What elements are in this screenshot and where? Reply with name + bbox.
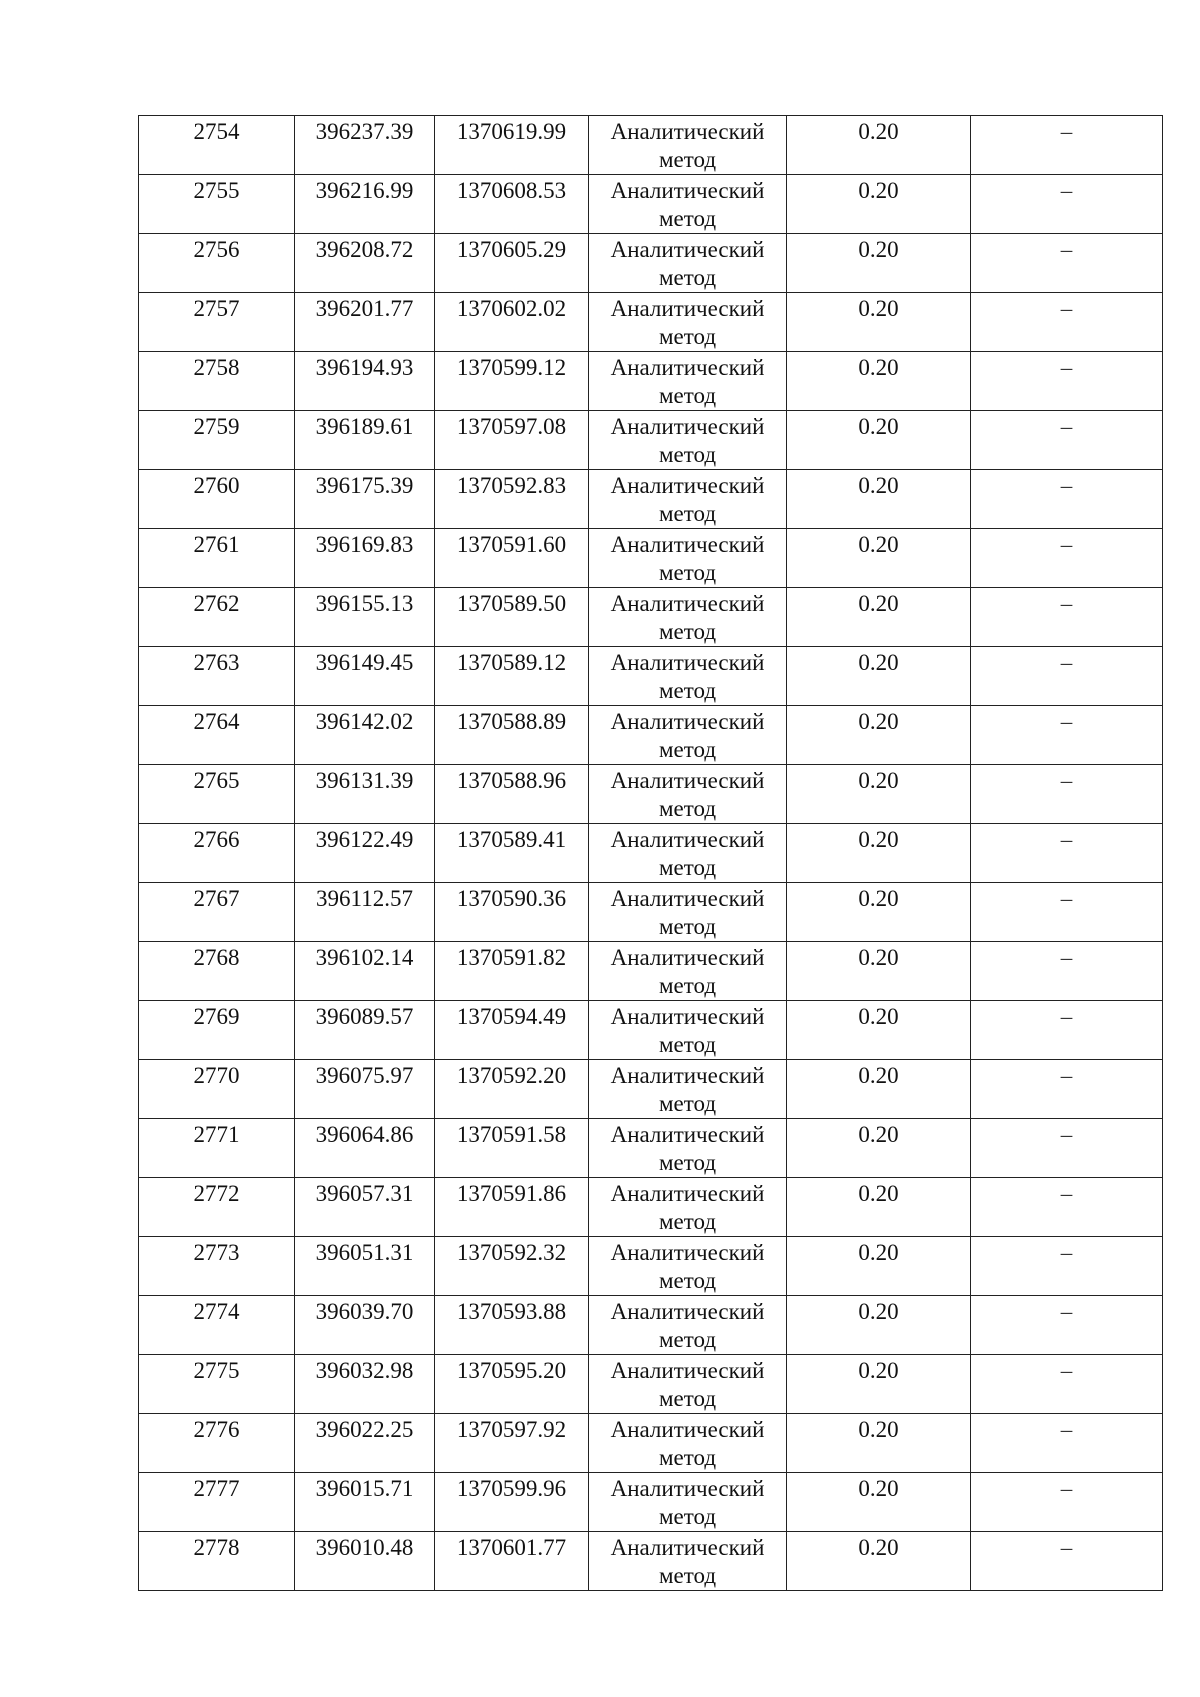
y-coordinate-cell: 1370599.12 <box>435 352 589 411</box>
point-number-cell: 2768 <box>139 942 295 1001</box>
table-row <box>139 588 1163 647</box>
y-coordinate-cell: 1370589.41 <box>435 824 589 883</box>
method-cell: Аналитический метод <box>589 352 787 411</box>
y-coordinate-cell: 1370591.60 <box>435 529 589 588</box>
method-cell: Аналитический метод <box>589 1119 787 1178</box>
note-cell: – <box>971 529 1163 588</box>
note-cell: – <box>971 293 1163 352</box>
accuracy-cell: 0.20 <box>787 1060 971 1119</box>
method-cell: Аналитический метод <box>589 293 787 352</box>
note-cell: – <box>971 1119 1163 1178</box>
accuracy-cell: 0.20 <box>787 706 971 765</box>
method-cell: Аналитический метод <box>589 1060 787 1119</box>
note-cell: – <box>971 765 1163 824</box>
point-number-cell: 2760 <box>139 470 295 529</box>
note-cell: – <box>971 1296 1163 1355</box>
point-number-cell: 2764 <box>139 706 295 765</box>
table-row <box>139 1532 1163 1591</box>
table-row <box>139 352 1163 411</box>
point-number-cell: 2769 <box>139 1001 295 1060</box>
accuracy-cell: 0.20 <box>787 1296 971 1355</box>
point-number-cell: 2778 <box>139 1532 295 1591</box>
y-coordinate-cell: 1370588.89 <box>435 706 589 765</box>
x-coordinate-cell: 396039.70 <box>295 1296 435 1355</box>
accuracy-cell: 0.20 <box>787 1001 971 1060</box>
point-number-cell: 2754 <box>139 116 295 175</box>
table-row <box>139 234 1163 293</box>
method-cell: Аналитический метод <box>589 529 787 588</box>
x-coordinate-cell: 396057.31 <box>295 1178 435 1237</box>
table-row <box>139 529 1163 588</box>
x-coordinate-cell: 396216.99 <box>295 175 435 234</box>
note-cell: – <box>971 588 1163 647</box>
note-cell: – <box>971 234 1163 293</box>
point-number-cell: 2757 <box>139 293 295 352</box>
y-coordinate-cell: 1370592.83 <box>435 470 589 529</box>
note-cell: – <box>971 1473 1163 1532</box>
accuracy-cell: 0.20 <box>787 1532 971 1591</box>
note-cell: – <box>971 706 1163 765</box>
point-number-cell: 2762 <box>139 588 295 647</box>
note-cell: – <box>971 824 1163 883</box>
x-coordinate-cell: 396122.49 <box>295 824 435 883</box>
table-row <box>139 1237 1163 1296</box>
note-cell: – <box>971 1178 1163 1237</box>
method-cell: Аналитический метод <box>589 1355 787 1414</box>
note-cell: – <box>971 116 1163 175</box>
x-coordinate-cell: 396194.93 <box>295 352 435 411</box>
method-cell: Аналитический метод <box>589 942 787 1001</box>
accuracy-cell: 0.20 <box>787 470 971 529</box>
point-number-cell: 2774 <box>139 1296 295 1355</box>
table-row <box>139 293 1163 352</box>
note-cell: – <box>971 1414 1163 1473</box>
x-coordinate-cell: 396064.86 <box>295 1119 435 1178</box>
y-coordinate-cell: 1370590.36 <box>435 883 589 942</box>
point-number-cell: 2765 <box>139 765 295 824</box>
point-number-cell: 2755 <box>139 175 295 234</box>
method-cell: Аналитический метод <box>589 1414 787 1473</box>
note-cell: – <box>971 647 1163 706</box>
x-coordinate-cell: 396169.83 <box>295 529 435 588</box>
y-coordinate-cell: 1370594.49 <box>435 1001 589 1060</box>
y-coordinate-cell: 1370597.08 <box>435 411 589 470</box>
table-row <box>139 1119 1163 1178</box>
note-cell: – <box>971 175 1163 234</box>
method-cell: Аналитический метод <box>589 1237 787 1296</box>
x-coordinate-cell: 396208.72 <box>295 234 435 293</box>
point-number-cell: 2763 <box>139 647 295 706</box>
method-cell: Аналитический метод <box>589 1001 787 1060</box>
table-row <box>139 1355 1163 1414</box>
note-cell: – <box>971 352 1163 411</box>
note-cell: – <box>971 411 1163 470</box>
y-coordinate-cell: 1370599.96 <box>435 1473 589 1532</box>
note-cell: – <box>971 470 1163 529</box>
note-cell: – <box>971 1060 1163 1119</box>
point-number-cell: 2777 <box>139 1473 295 1532</box>
y-coordinate-cell: 1370591.86 <box>435 1178 589 1237</box>
point-number-cell: 2772 <box>139 1178 295 1237</box>
method-cell: Аналитический метод <box>589 1178 787 1237</box>
x-coordinate-cell: 396010.48 <box>295 1532 435 1591</box>
accuracy-cell: 0.20 <box>787 1473 971 1532</box>
accuracy-cell: 0.20 <box>787 765 971 824</box>
note-cell: – <box>971 1355 1163 1414</box>
point-number-cell: 2761 <box>139 529 295 588</box>
accuracy-cell: 0.20 <box>787 1119 971 1178</box>
accuracy-cell: 0.20 <box>787 588 971 647</box>
accuracy-cell: 0.20 <box>787 1414 971 1473</box>
x-coordinate-cell: 396237.39 <box>295 116 435 175</box>
y-coordinate-cell: 1370601.77 <box>435 1532 589 1591</box>
accuracy-cell: 0.20 <box>787 1237 971 1296</box>
note-cell: – <box>971 883 1163 942</box>
table-row <box>139 1178 1163 1237</box>
x-coordinate-cell: 396075.97 <box>295 1060 435 1119</box>
table-row <box>139 647 1163 706</box>
note-cell: – <box>971 1001 1163 1060</box>
table-row <box>139 1473 1163 1532</box>
x-coordinate-cell: 396032.98 <box>295 1355 435 1414</box>
method-cell: Аналитический метод <box>589 824 787 883</box>
accuracy-cell: 0.20 <box>787 234 971 293</box>
table-row <box>139 470 1163 529</box>
point-number-cell: 2767 <box>139 883 295 942</box>
accuracy-cell: 0.20 <box>787 883 971 942</box>
method-cell: Аналитический метод <box>589 234 787 293</box>
y-coordinate-cell: 1370602.02 <box>435 293 589 352</box>
y-coordinate-cell: 1370593.88 <box>435 1296 589 1355</box>
accuracy-cell: 0.20 <box>787 529 971 588</box>
accuracy-cell: 0.20 <box>787 116 971 175</box>
method-cell: Аналитический метод <box>589 883 787 942</box>
y-coordinate-cell: 1370592.32 <box>435 1237 589 1296</box>
point-number-cell: 2758 <box>139 352 295 411</box>
table-row <box>139 883 1163 942</box>
accuracy-cell: 0.20 <box>787 1178 971 1237</box>
y-coordinate-cell: 1370619.99 <box>435 116 589 175</box>
table-row <box>139 411 1163 470</box>
y-coordinate-cell: 1370589.12 <box>435 647 589 706</box>
accuracy-cell: 0.20 <box>787 824 971 883</box>
point-number-cell: 2773 <box>139 1237 295 1296</box>
note-cell: – <box>971 1532 1163 1591</box>
x-coordinate-cell: 396142.02 <box>295 706 435 765</box>
x-coordinate-cell: 396051.31 <box>295 1237 435 1296</box>
table-row <box>139 175 1163 234</box>
method-cell: Аналитический метод <box>589 706 787 765</box>
method-cell: Аналитический метод <box>589 116 787 175</box>
x-coordinate-cell: 396102.14 <box>295 942 435 1001</box>
accuracy-cell: 0.20 <box>787 942 971 1001</box>
method-cell: Аналитический метод <box>589 470 787 529</box>
x-coordinate-cell: 396175.39 <box>295 470 435 529</box>
accuracy-cell: 0.20 <box>787 411 971 470</box>
accuracy-cell: 0.20 <box>787 1355 971 1414</box>
method-cell: Аналитический метод <box>589 1473 787 1532</box>
table-row <box>139 942 1163 1001</box>
note-cell: – <box>971 1237 1163 1296</box>
y-coordinate-cell: 1370588.96 <box>435 765 589 824</box>
method-cell: Аналитический метод <box>589 1296 787 1355</box>
x-coordinate-cell: 396155.13 <box>295 588 435 647</box>
x-coordinate-cell: 396201.77 <box>295 293 435 352</box>
table-row <box>139 1060 1163 1119</box>
point-number-cell: 2776 <box>139 1414 295 1473</box>
point-number-cell: 2770 <box>139 1060 295 1119</box>
x-coordinate-cell: 396022.25 <box>295 1414 435 1473</box>
table-row <box>139 824 1163 883</box>
table-row <box>139 765 1163 824</box>
method-cell: Аналитический метод <box>589 765 787 824</box>
method-cell: Аналитический метод <box>589 588 787 647</box>
y-coordinate-cell: 1370591.82 <box>435 942 589 1001</box>
x-coordinate-cell: 396189.61 <box>295 411 435 470</box>
method-cell: Аналитический метод <box>589 175 787 234</box>
point-number-cell: 2756 <box>139 234 295 293</box>
table-row <box>139 706 1163 765</box>
y-coordinate-cell: 1370591.58 <box>435 1119 589 1178</box>
y-coordinate-cell: 1370589.50 <box>435 588 589 647</box>
method-cell: Аналитический метод <box>589 411 787 470</box>
x-coordinate-cell: 396149.45 <box>295 647 435 706</box>
table-row <box>139 1001 1163 1060</box>
point-number-cell: 2766 <box>139 824 295 883</box>
accuracy-cell: 0.20 <box>787 293 971 352</box>
point-number-cell: 2775 <box>139 1355 295 1414</box>
table-row <box>139 116 1163 175</box>
x-coordinate-cell: 396131.39 <box>295 765 435 824</box>
point-number-cell: 2771 <box>139 1119 295 1178</box>
y-coordinate-cell: 1370592.20 <box>435 1060 589 1119</box>
coordinates-table <box>138 115 1163 1591</box>
accuracy-cell: 0.20 <box>787 647 971 706</box>
accuracy-cell: 0.20 <box>787 352 971 411</box>
x-coordinate-cell: 396015.71 <box>295 1473 435 1532</box>
x-coordinate-cell: 396089.57 <box>295 1001 435 1060</box>
table-row <box>139 1414 1163 1473</box>
y-coordinate-cell: 1370595.20 <box>435 1355 589 1414</box>
table-row <box>139 1296 1163 1355</box>
x-coordinate-cell: 396112.57 <box>295 883 435 942</box>
method-cell: Аналитический метод <box>589 647 787 706</box>
point-number-cell: 2759 <box>139 411 295 470</box>
note-cell: – <box>971 942 1163 1001</box>
y-coordinate-cell: 1370608.53 <box>435 175 589 234</box>
coordinates-table-body <box>139 116 1163 1591</box>
accuracy-cell: 0.20 <box>787 175 971 234</box>
y-coordinate-cell: 1370605.29 <box>435 234 589 293</box>
y-coordinate-cell: 1370597.92 <box>435 1414 589 1473</box>
method-cell: Аналитический метод <box>589 1532 787 1591</box>
